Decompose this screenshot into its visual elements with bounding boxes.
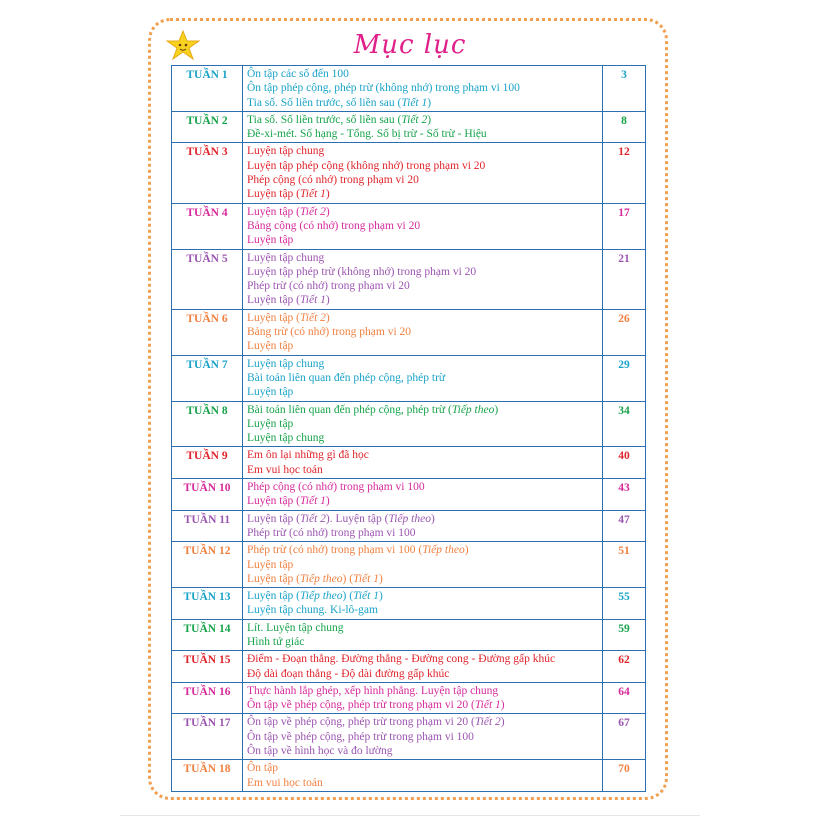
- lesson-text: Điểm - Đoạn thẳng. Đường thẳng - Đường cong - Đường gấp khúc: [247, 653, 556, 666]
- toc-row: [172, 447, 646, 479]
- week-label: TUẦN 3: [172, 143, 243, 203]
- lesson-title: [247, 371, 602, 385]
- page-number: 62: [603, 651, 646, 683]
- lesson-text: Luyện tập chung: [247, 357, 325, 370]
- lesson-title: [247, 667, 602, 681]
- lesson-text: ) (: [342, 590, 354, 603]
- page-number: 26: [603, 309, 646, 355]
- lesson-title: [247, 113, 602, 127]
- lesson-title: [247, 357, 602, 371]
- toc-row: [172, 143, 646, 203]
- lesson-text: ): [378, 572, 383, 585]
- lesson-text: Hình tứ giác: [247, 635, 305, 648]
- lesson-list: [243, 760, 603, 792]
- lesson-text: ): [325, 311, 330, 324]
- lesson-text: ) (: [342, 572, 354, 585]
- lesson-text: Ôn tập về hình học và đo lường: [247, 745, 393, 758]
- lesson-text: Luyện tập chung: [247, 145, 325, 158]
- toc-row: [172, 510, 646, 542]
- lesson-list: [243, 651, 603, 683]
- toc-row: [172, 479, 646, 511]
- lesson-title: [247, 512, 602, 526]
- page-number: 3: [603, 66, 646, 112]
- lesson-title: [247, 96, 602, 110]
- lesson-text: ): [325, 495, 330, 508]
- lesson-title: [247, 652, 602, 666]
- lesson-list: [243, 66, 603, 112]
- lesson-text: Ôn tập về phép cộng, phép trừ trong phạm vi 20 (: [247, 699, 475, 712]
- lesson-title: [247, 761, 602, 775]
- lesson-text: Luyện tập chung: [247, 251, 325, 264]
- lesson-title: [247, 219, 602, 233]
- lesson-title: [247, 463, 602, 477]
- lesson-title: [247, 684, 602, 698]
- toc-row: [172, 714, 646, 760]
- week-label: TUẦN 15: [172, 651, 243, 683]
- lesson-text: ). Luyện tập (: [325, 512, 389, 525]
- toc-body: [172, 66, 646, 792]
- lesson-text: ): [325, 188, 330, 201]
- lesson-list: [243, 143, 603, 203]
- lesson-title: [247, 144, 602, 158]
- lesson-text: Ôn tập các số đến 100: [247, 68, 349, 80]
- lesson-note: Tiếp theo: [388, 512, 431, 525]
- lesson-text: Luyện tập (: [247, 512, 301, 525]
- toc-row: [172, 203, 646, 249]
- toc-row: [172, 309, 646, 355]
- lesson-note: Tiếp theo: [422, 544, 465, 557]
- lesson-title: [247, 572, 602, 586]
- lesson-title: [247, 603, 602, 617]
- lesson-text: ): [427, 96, 432, 109]
- week-label: TUẦN 4: [172, 203, 243, 249]
- lesson-note: Tiếp theo: [300, 590, 343, 603]
- bottom-divider: [120, 815, 700, 816]
- lesson-text: Bảng cộng (có nhớ) trong phạm vi 20: [247, 219, 421, 232]
- toc-row: [172, 542, 646, 588]
- lesson-note: Tiết 1: [474, 699, 501, 712]
- lesson-note: Tiết 1: [401, 96, 428, 109]
- lesson-title: [247, 311, 602, 325]
- lesson-text: ): [494, 403, 499, 416]
- week-label: TUẦN 6: [172, 309, 243, 355]
- week-label: TUẦN 5: [172, 249, 243, 309]
- lesson-title: [247, 431, 602, 445]
- lesson-title: [247, 776, 602, 790]
- lesson-text: Luyện tập phép cộng (không nhớ) trong phạm vi 20: [247, 159, 486, 172]
- lesson-title: [247, 279, 602, 293]
- lesson-title: [247, 448, 602, 462]
- lesson-text: Độ dài đoạn thẳng - Độ dài đường gấp khúc: [247, 667, 450, 680]
- lesson-title: [247, 251, 602, 265]
- lesson-text: Ôn tập: [247, 762, 278, 775]
- week-label: TUẦN 2: [172, 111, 243, 143]
- lesson-list: [243, 447, 603, 479]
- lesson-text: ): [500, 699, 505, 712]
- toc-row: [172, 111, 646, 143]
- toc-row: [172, 66, 646, 112]
- lesson-text: Luyện tập (: [247, 294, 301, 307]
- lesson-list: [243, 682, 603, 714]
- lesson-text: Phép cộng (có nhớ) trong phạm vi 20: [247, 174, 419, 187]
- lesson-list: [243, 542, 603, 588]
- lesson-text: ): [431, 512, 435, 525]
- lesson-text: Tia số. Số liền trước, số liền sau (: [247, 113, 402, 126]
- lesson-text: Luyện tập (: [247, 572, 301, 585]
- lesson-note: Tiết 2: [401, 113, 428, 126]
- week-label: TUẦN 9: [172, 447, 243, 479]
- lesson-text: ): [500, 716, 505, 729]
- lesson-list: [243, 309, 603, 355]
- lesson-title: [247, 205, 602, 219]
- lesson-text: ): [325, 294, 330, 307]
- lesson-title: [247, 187, 602, 201]
- lesson-text: Em vui học toán: [247, 776, 323, 789]
- week-label: TUẦN 18: [172, 760, 243, 792]
- lesson-note: Tiết 1: [300, 495, 326, 508]
- lesson-list: [243, 588, 603, 620]
- lesson-list: [243, 401, 603, 447]
- week-label: TUẦN 11: [172, 510, 243, 542]
- lesson-text: Lít. Luyện tập chung: [247, 621, 344, 634]
- page-title: Mục lục: [353, 30, 467, 60]
- lesson-title: [247, 698, 602, 712]
- page-number: 64: [603, 682, 646, 714]
- lesson-text: ): [325, 205, 330, 218]
- week-label: TUẦN 13: [172, 588, 243, 620]
- page-number: 67: [603, 714, 646, 760]
- toc-row: [172, 651, 646, 683]
- toc-row: [172, 401, 646, 447]
- lesson-list: [243, 111, 603, 143]
- lesson-text: Đề-xi-mét. Số hạng - Tổng. Số bị trừ - Số trừ - Hiệu: [247, 128, 487, 141]
- lesson-list: [243, 479, 603, 511]
- toc-row: [172, 619, 646, 651]
- lesson-title: [247, 385, 602, 399]
- lesson-text: Luyện tập: [247, 234, 294, 247]
- page-number: 59: [603, 619, 646, 651]
- lesson-title: [247, 730, 602, 744]
- toc-row: [172, 760, 646, 792]
- lesson-text: Phép trừ (có nhớ) trong phạm vi 20: [247, 280, 410, 293]
- lesson-text: Phép cộng (có nhớ) trong phạm vi 100: [247, 481, 425, 494]
- lesson-title: [247, 67, 602, 81]
- lesson-note: Tiết 2: [300, 205, 326, 218]
- lesson-note: Tiết 1: [353, 590, 379, 603]
- page-number: 70: [603, 760, 646, 792]
- lesson-text: Luyện tập (: [247, 188, 301, 201]
- lesson-title: [247, 494, 602, 508]
- lesson-note: Tiết 2: [300, 311, 326, 324]
- lesson-title: [247, 233, 602, 247]
- lesson-title: [247, 127, 602, 141]
- lesson-text: Thực hành lắp ghép, xếp hình phẳng. Luyện tập chung: [247, 684, 499, 697]
- toc-row: [172, 355, 646, 401]
- lesson-title: [247, 403, 602, 417]
- lesson-list: [243, 249, 603, 309]
- week-label: TUẦN 7: [172, 355, 243, 401]
- lesson-title: [247, 543, 602, 557]
- lesson-note: Tiết 1: [300, 188, 326, 201]
- toc-row: [172, 588, 646, 620]
- lesson-note: Tiết 1: [300, 294, 326, 307]
- lesson-note: Tiết 2: [300, 512, 326, 525]
- lesson-title: [247, 558, 602, 572]
- lesson-text: Phép trừ (có nhớ) trong phạm vi 100: [247, 526, 416, 539]
- page-number: 34: [603, 401, 646, 447]
- lesson-text: Bài toán liên quan đến phép cộng, phép trừ: [247, 371, 446, 384]
- page-number: 8: [603, 111, 646, 143]
- lesson-list: [243, 355, 603, 401]
- lesson-text: ): [464, 544, 469, 557]
- page-number: 51: [603, 542, 646, 588]
- lesson-list: [243, 714, 603, 760]
- week-label: TUẦN 16: [172, 682, 243, 714]
- lesson-list: [243, 203, 603, 249]
- lesson-title: [247, 417, 602, 431]
- lesson-list: [243, 510, 603, 542]
- lesson-text: Luyện tập: [247, 417, 294, 430]
- lesson-note: Tiếp theo: [300, 572, 343, 585]
- lesson-title: [247, 621, 602, 635]
- week-label: TUẦN 1: [172, 66, 243, 112]
- toc-row: [172, 249, 646, 309]
- page-number: 29: [603, 355, 646, 401]
- lesson-text: Luyện tập phép trừ (không nhớ) trong phạm vi 20: [247, 265, 477, 278]
- lesson-title: [247, 715, 602, 729]
- lesson-text: Luyện tập chung: [247, 432, 325, 445]
- lesson-note: Tiết 2: [474, 716, 501, 729]
- table-of-contents: [171, 65, 646, 792]
- lesson-title: [247, 744, 602, 758]
- lesson-text: Luyện tập chung. Ki-lô-gam: [247, 604, 378, 617]
- lesson-title: [247, 293, 602, 307]
- lesson-text: ): [378, 590, 383, 603]
- week-label: TUẦN 12: [172, 542, 243, 588]
- lesson-text: Luyện tập (: [247, 311, 301, 324]
- lesson-text: Luyện tập: [247, 340, 294, 353]
- page-number: 12: [603, 143, 646, 203]
- lesson-title: [247, 159, 602, 173]
- lesson-text: Bảng trừ (có nhớ) trong phạm vi 20: [247, 326, 412, 339]
- lesson-text: Ôn tập phép cộng, phép trừ (không nhớ) trong phạm vi 100: [247, 82, 520, 95]
- lesson-text: Phép trừ (có nhớ) trong phạm vi 100 (: [247, 544, 423, 557]
- lesson-text: Em ôn lại những gì đã học: [247, 449, 369, 462]
- week-label: TUẦN 10: [172, 479, 243, 511]
- lesson-text: ): [427, 113, 432, 126]
- lesson-title: [247, 339, 602, 353]
- lesson-text: Tia số. Số liền trước, số liền sau (: [247, 96, 402, 109]
- lesson-title: [247, 265, 602, 279]
- page-number: 17: [603, 203, 646, 249]
- lesson-text: Luyện tập (: [247, 590, 301, 603]
- week-label: TUẦN 14: [172, 619, 243, 651]
- week-label: TUẦN 8: [172, 401, 243, 447]
- lesson-list: [243, 619, 603, 651]
- lesson-title: [247, 173, 602, 187]
- lesson-title: [247, 81, 602, 95]
- page-number: 40: [603, 447, 646, 479]
- lesson-note: Tiết 1: [353, 572, 379, 585]
- lesson-text: Luyện tập (: [247, 495, 301, 508]
- lesson-text: Luyện tập (: [247, 205, 301, 218]
- week-label: TUẦN 17: [172, 714, 243, 760]
- lesson-text: Ôn tập về phép cộng, phép trừ trong phạm vi 20 (: [247, 716, 475, 729]
- lesson-title: [247, 480, 602, 494]
- lesson-text: Luyện tập: [247, 558, 294, 571]
- page-number: 43: [603, 479, 646, 511]
- page-number: 21: [603, 249, 646, 309]
- lesson-title: [247, 635, 602, 649]
- lesson-title: [247, 526, 602, 540]
- toc-row: [172, 682, 646, 714]
- lesson-note: Tiếp theo: [451, 403, 495, 416]
- lesson-title: [247, 325, 602, 339]
- lesson-title: [247, 589, 602, 603]
- lesson-text: Ôn tập về phép cộng, phép trừ trong phạm vi 100: [247, 730, 474, 743]
- lesson-text: Em vui học toán: [247, 463, 323, 476]
- page-number: 47: [603, 510, 646, 542]
- lesson-text: Luyện tập: [247, 386, 294, 399]
- page-number: 55: [603, 588, 646, 620]
- lesson-text: Bài toán liên quan đến phép cộng, phép trừ (: [247, 403, 452, 416]
